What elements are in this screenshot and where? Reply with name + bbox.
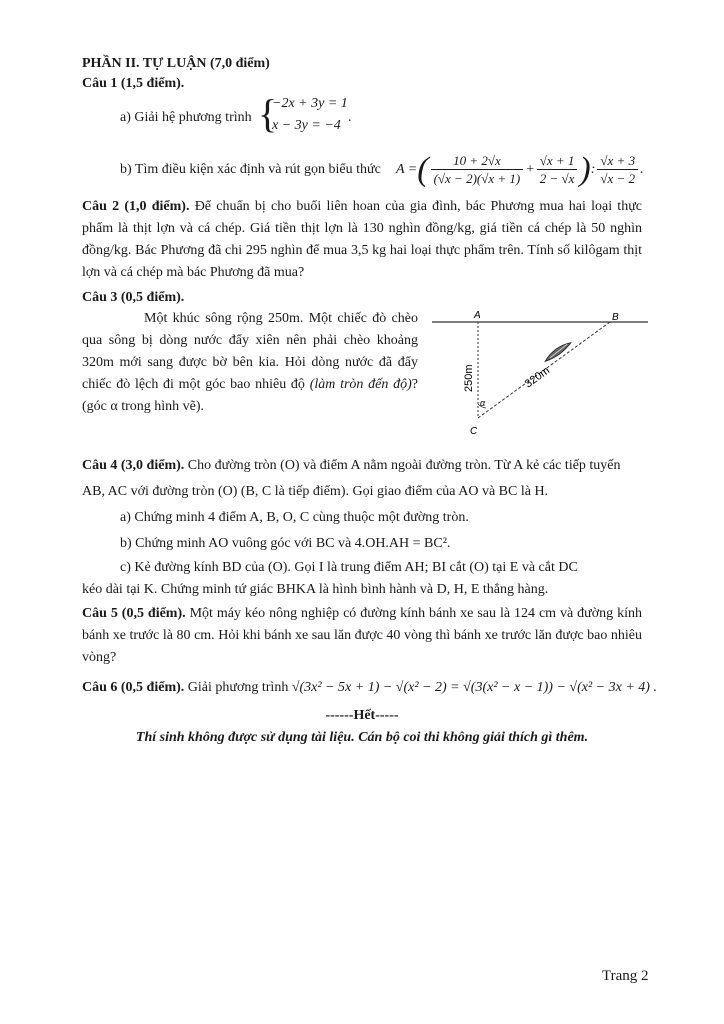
- fraction-1: [431, 152, 524, 187]
- q2-block: [82, 196, 642, 284]
- label-250m: 250m: [463, 364, 475, 392]
- label-alpha: α: [480, 398, 486, 408]
- system-brace: {: [258, 91, 278, 136]
- q3-text-end: ?: [411, 377, 418, 392]
- plus-sign: +: [525, 162, 535, 177]
- q1-a-eq2: x − 3y = −4: [272, 118, 341, 133]
- q4-line-1: [82, 456, 621, 476]
- q5-block: [82, 603, 642, 669]
- q2-label: Câu 2 (1,0 điểm).: [82, 199, 190, 214]
- fraction-1-num: 10 + 2√x: [431, 152, 524, 170]
- q6-text: Giải phương trình: [187, 680, 289, 695]
- q4-a: a) Chứng minh 4 điểm A, B, O, C cùng thuộc một đường tròn.: [120, 510, 469, 525]
- q5-text: Một máy kéo nông nghiệp có đường kính bánh xe sau là 124 cm và đường kính bánh xe trước là 80 cm. Hỏi khi bánh xe sau lăn được 40 vòng thì bánh xe trước lăn được bao nhiêu vòng?: [82, 606, 642, 665]
- divide-sign: :: [590, 162, 596, 177]
- q3-text-main: Một khúc sông rộng 250m. Một chiếc đò chèo qua sông bị dòng nước đẩy xiên nên phải chèo khoảng 320m mới sang được bờ bên kia. Hỏi dòng nước đã đẩy chiếc đò lệch đi một góc bao nhiêu độ: [82, 311, 418, 392]
- label-b: B: [612, 312, 619, 323]
- q4-intro-2: AB, AC với đường tròn (O) (B, C là tiếp điểm). Gọi giao điểm của AO và BC là H.: [82, 484, 549, 499]
- q1-b-label: b) Tìm điều kiện xác định và rút gọn biểu thức: [120, 162, 381, 177]
- page-number: Trang 2: [602, 968, 649, 984]
- q1-a-tail: .: [348, 110, 352, 125]
- q4-c-2: kéo dài tại K. Chứng minh tứ giác BHKA là hình bình hành và D, H, E thẳng hàng.: [82, 582, 549, 597]
- q4-b: b) Chứng minh AO vuông góc với BC và 4.OH.AH = BC².: [120, 536, 451, 551]
- fraction-2: [537, 152, 578, 187]
- q4-intro-1: Cho đường tròn (O) và điểm A nằm ngoài đường tròn. Từ A kẻ các tiếp tuyến: [187, 458, 621, 473]
- fraction-3: [597, 152, 638, 187]
- q3-text: [82, 308, 418, 418]
- q1-a-label: a) Giải hệ phương trình: [120, 110, 252, 125]
- q1-a-eq1: −2x + 3y = 1: [272, 96, 348, 111]
- q3-text-note: (góc α trong hình vẽ).: [82, 399, 205, 414]
- fraction-2-den: 2 − √x: [539, 171, 575, 187]
- q4-c-1: c) Kẻ đường kính BD của (O). Gọi I là trung điểm AH; BI cắt (O) tại E và cắt DC: [120, 560, 578, 575]
- q1-b-expression: [396, 147, 644, 193]
- boat-icon: [543, 340, 572, 364]
- expr-tail: .: [640, 162, 644, 177]
- q3-label: Câu 3 (0,5 điểm).: [82, 290, 185, 305]
- q1-label: Câu 1 (1,5 điểm).: [82, 76, 185, 91]
- river-diagram: [430, 308, 650, 444]
- label-c: C: [470, 426, 478, 437]
- fraction-3-den: √x − 2: [600, 171, 636, 187]
- q4-label: Câu 4 (3,0 điểm).: [82, 458, 185, 473]
- q6-equation: √(3x² − 5x + 1) − √(x² − 2) = √(3(x² − x − 1)) − √(x² − 3x + 4) .: [291, 680, 657, 695]
- label-a: A: [474, 310, 481, 321]
- q6-label: Câu 6 (0,5 điểm).: [82, 680, 185, 695]
- open-paren: (: [417, 150, 429, 188]
- end-mark: ------Hết-----: [325, 708, 399, 723]
- q5-label: Câu 5 (0,5 điểm).: [82, 606, 186, 621]
- section-title: PHẦN II. TỰ LUẬN (7,0 điểm): [82, 56, 270, 71]
- q2-text: Để chuẩn bị cho buổi liên hoan của gia đình, bác Phương mua hai loại thực phẩm là thịt lợn và cá chép. Giá tiền thịt lợn là 130 nghìn đồng/kg, giá tiền cá chép là 50 nghìn đồng/kg. Bác Phương đã chi 295 nghìn để mua 3,5 kg hai loại thực phẩm trên. Tính số kilôgam thịt lợn và cá chép mà bác Phương đã mua?: [82, 199, 643, 280]
- q3-text-italic: (làm tròn đến độ): [309, 377, 412, 392]
- footer-note: Thí sinh không được sử dụng tài liệu. Cán bộ coi thi không giải thích gì thêm.: [135, 730, 589, 745]
- label-320m: 320m: [522, 364, 553, 391]
- close-paren: ): [579, 150, 591, 188]
- fraction-3-num: √x + 3: [597, 152, 638, 170]
- q6-line: [82, 678, 657, 698]
- expr-lhs: A =: [396, 162, 418, 177]
- fraction-2-num: √x + 1: [537, 152, 578, 170]
- fraction-1-den: (√x − 2)(√x + 1): [433, 171, 521, 187]
